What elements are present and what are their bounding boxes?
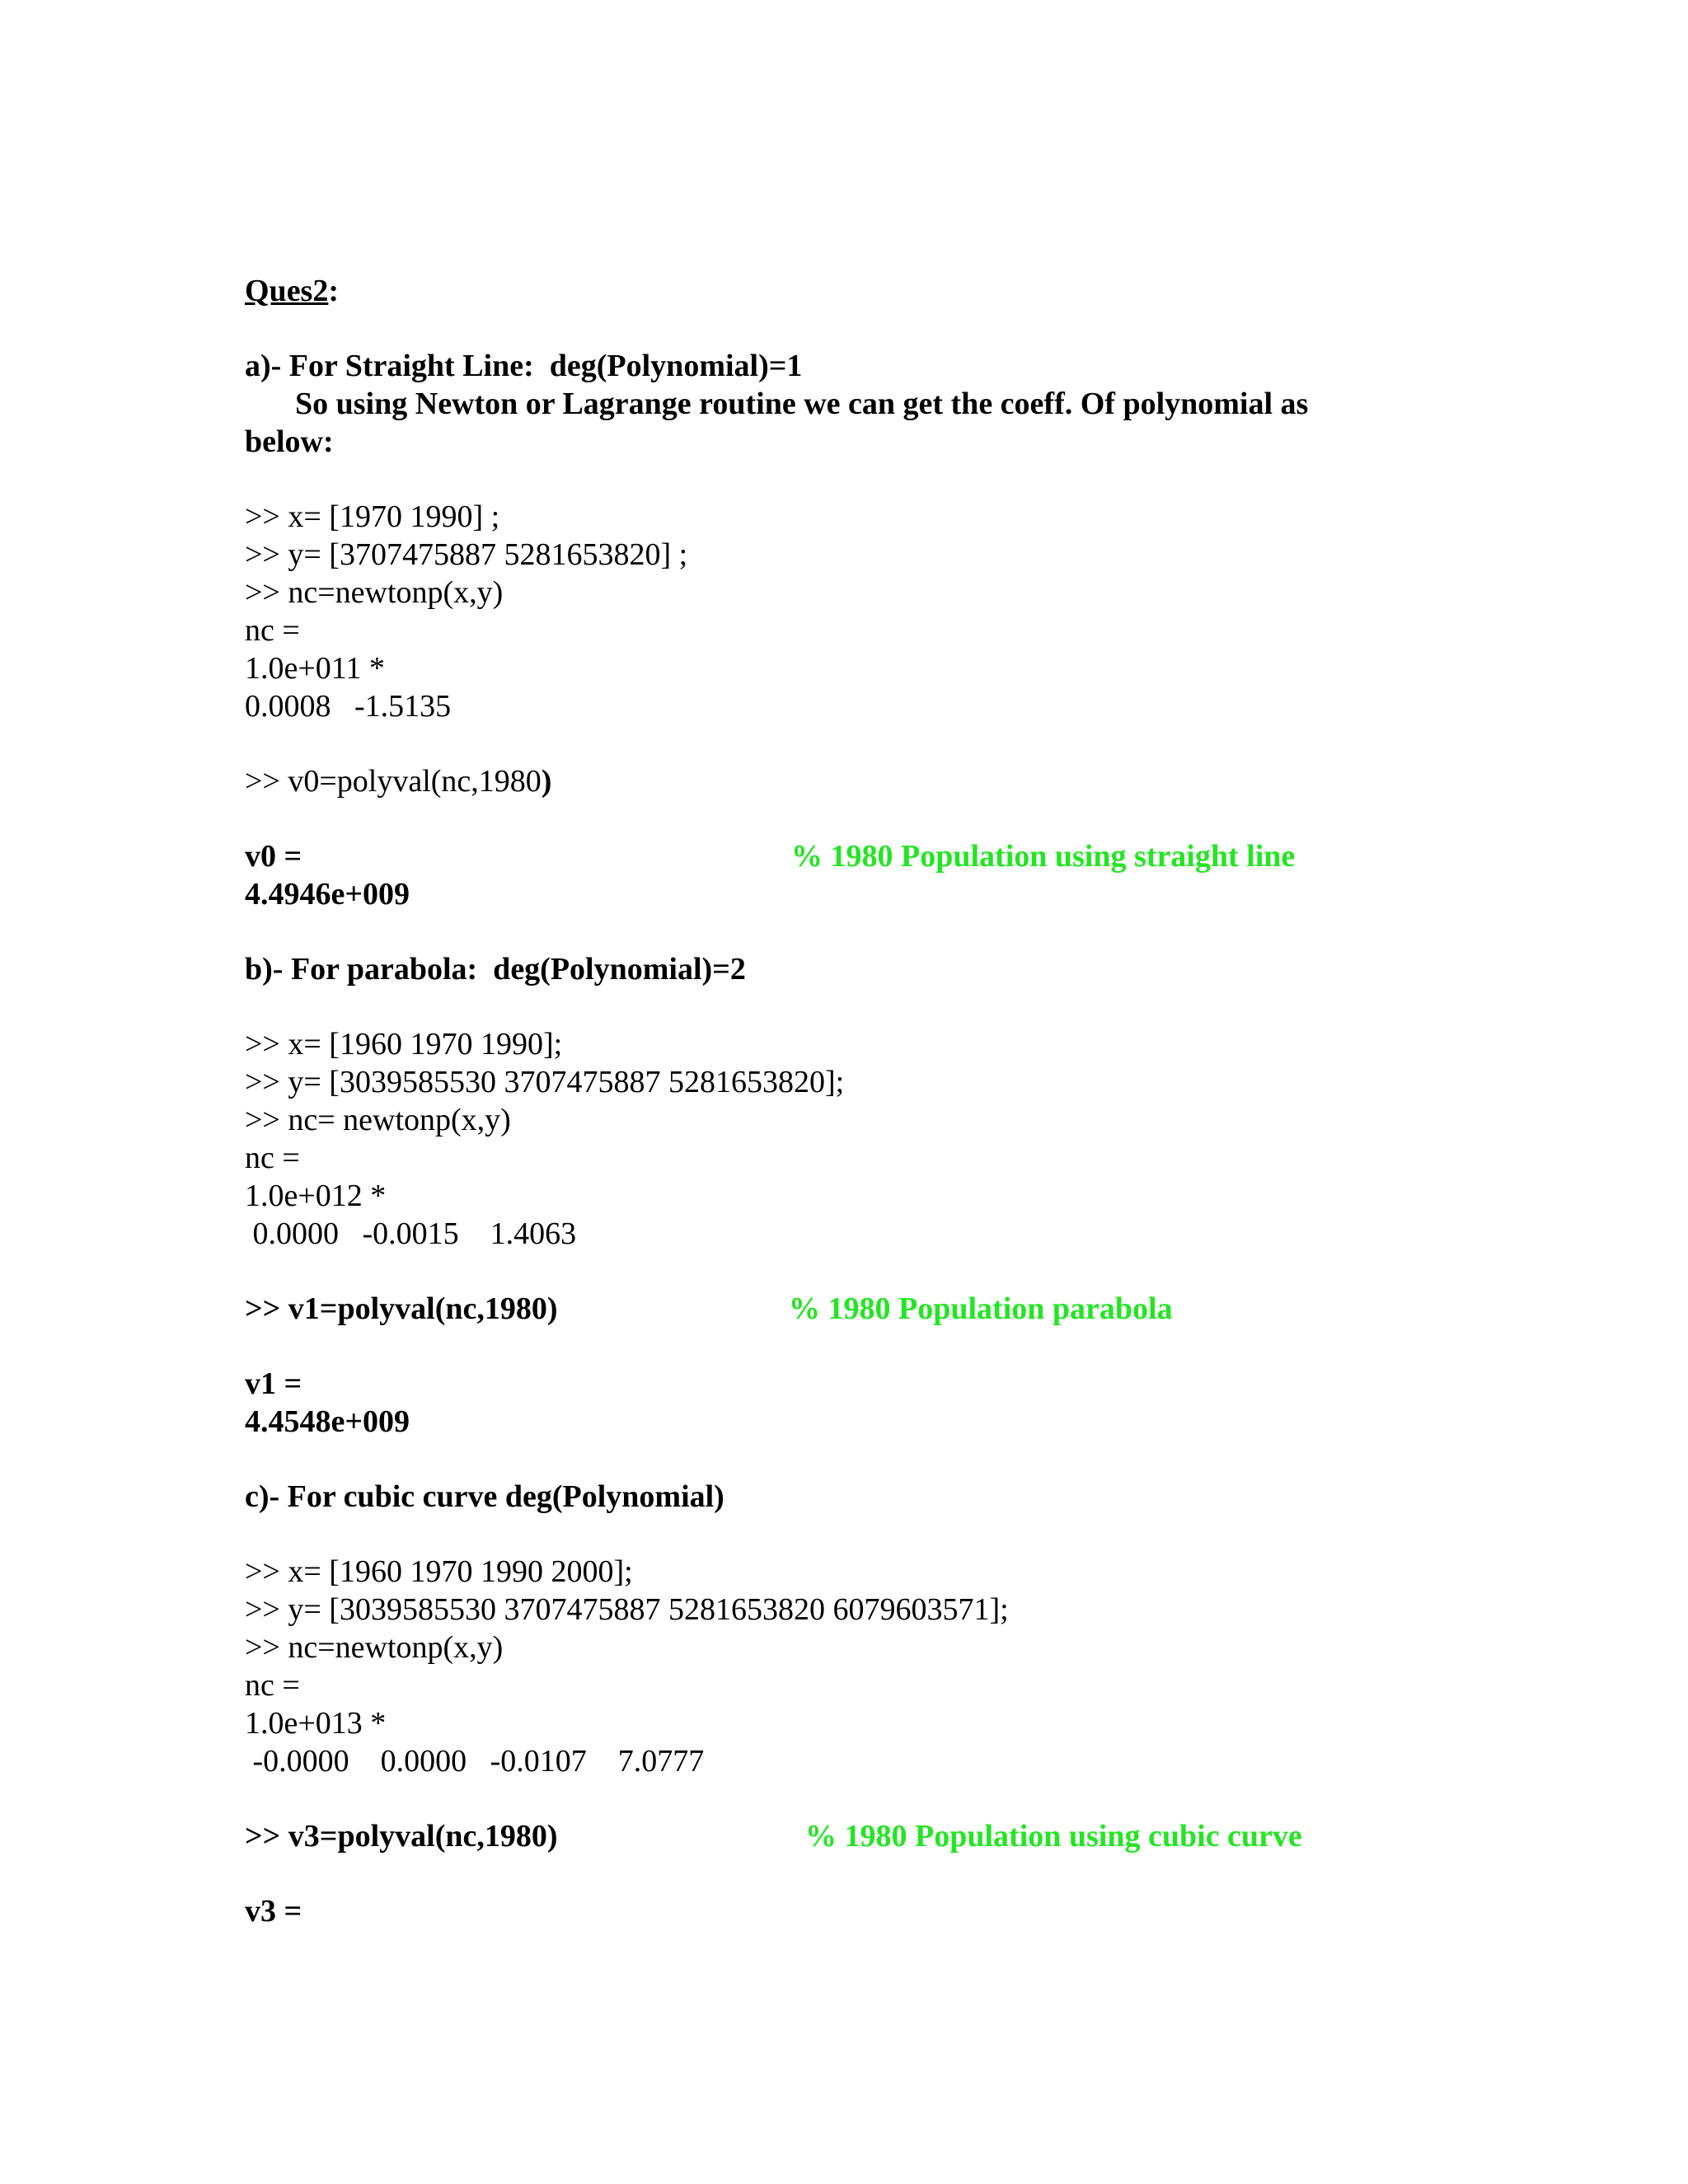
part-a-description-line1: So using Newton or Lagrange routine we can get the coeff. Of polynomial as: [295, 387, 1309, 421]
part-a-command-nc: >> nc=newtonp(x,y): [245, 575, 504, 610]
part-c-command-x: >> x= [1960 1970 1990 2000];: [245, 1554, 633, 1589]
part-a-command-v0: [245, 762, 551, 800]
part-c-v3-label: v3 =: [245, 1894, 302, 1929]
part-c-v3-comment: % 1980 Population using cubic curve: [805, 1819, 1302, 1854]
part-a-command-y: >> y= [3707475887 5281653820] ;: [245, 537, 688, 572]
part-a-nc-scale: 1.0e+011 *: [245, 651, 385, 686]
part-c-command-nc: >> nc=newtonp(x,y): [245, 1630, 504, 1665]
part-a-command-v0-text: >> v0=polyval(nc,1980: [245, 764, 542, 799]
part-b-v1-comment: % 1980 Population parabola: [789, 1291, 1173, 1326]
part-a-command-x: >> x= [1970 1990] ;: [245, 499, 500, 534]
part-b-nc-values: 0.0000 -0.0015 1.4063: [245, 1216, 577, 1251]
question-title-text: Ques2: [245, 274, 329, 308]
part-a-v0-value: 4.4946e+009: [245, 877, 410, 912]
part-a-v0-label: v0 =: [245, 839, 302, 874]
part-b-command-x: >> x= [1960 1970 1990];: [245, 1027, 563, 1062]
question-title: [245, 272, 339, 310]
part-b-heading: b)- For parabola: deg(Polynomial)=2: [245, 952, 746, 987]
part-b-nc-scale: 1.0e+012 *: [245, 1179, 387, 1213]
part-a-nc-values: 0.0008 -1.5135: [245, 689, 452, 724]
part-c-command-v3: >> v3=polyval(nc,1980): [245, 1819, 558, 1854]
part-b-v1-label: v1 =: [245, 1366, 302, 1401]
part-b-nc-label: nc =: [245, 1141, 300, 1175]
part-c-nc-values: -0.0000 0.0000 -0.0107 7.0777: [245, 1744, 705, 1779]
part-b-command-v1: >> v1=polyval(nc,1980): [245, 1291, 558, 1326]
part-a-command-v0-paren: ): [541, 764, 552, 799]
part-c-heading: c)- For cubic curve deg(Polynomial): [245, 1479, 724, 1514]
part-a-description-line2: below:: [245, 424, 334, 459]
part-c-nc-scale: 1.0e+013 *: [245, 1706, 387, 1741]
part-a-nc-label: nc =: [245, 613, 300, 648]
question-title-colon: :: [328, 274, 340, 308]
part-a-heading: a)- For Straight Line: deg(Polynomial)=1: [245, 349, 803, 383]
part-a-v0-comment: % 1980 Population using straight line: [791, 839, 1296, 874]
part-c-nc-label: nc =: [245, 1668, 300, 1703]
part-b-v1-value: 4.4548e+009: [245, 1404, 410, 1439]
part-b-command-y: >> y= [3039585530 3707475887 5281653820];: [245, 1065, 845, 1099]
part-b-command-nc: >> nc= newtonp(x,y): [245, 1103, 511, 1137]
part-c-command-y: >> y= [3039585530 3707475887 5281653820 6079603571];: [245, 1592, 1009, 1627]
